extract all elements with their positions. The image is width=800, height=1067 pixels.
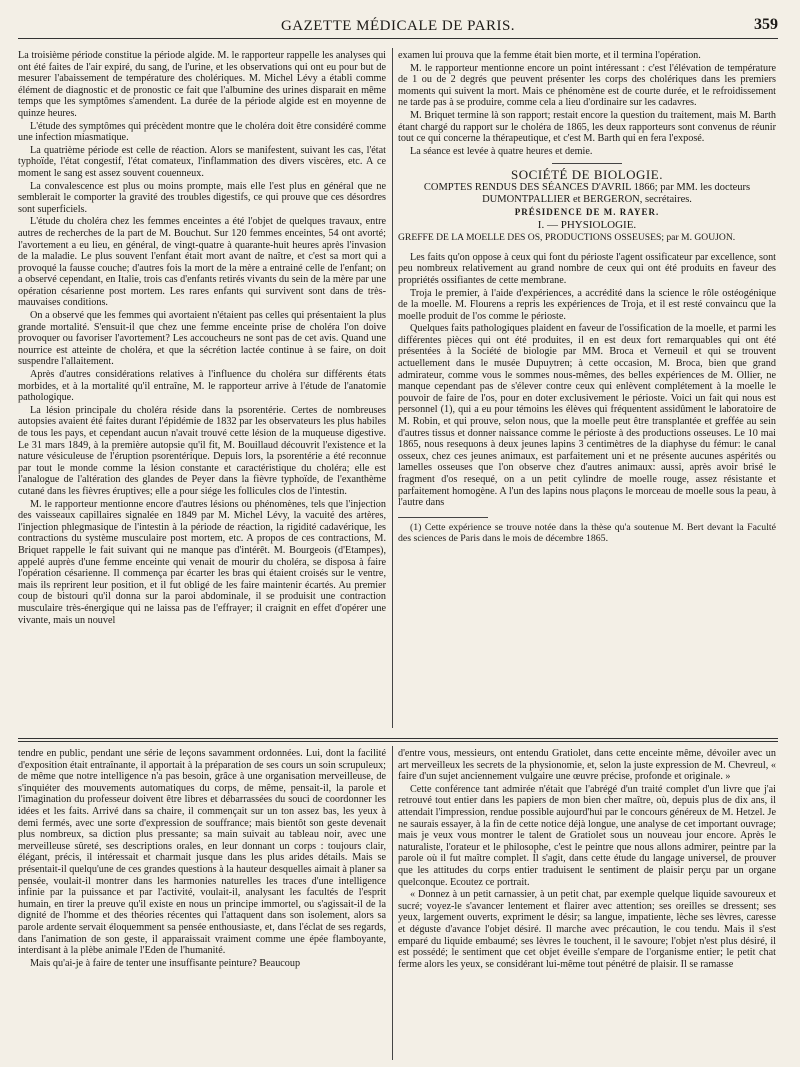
footnote-rule: [398, 517, 488, 518]
paragraph: « Donnez à un petit carnassier, à un petit chat, par exemple quelque liquide savoureux et sucré; voyez-le s'avancer lentement et flairer avec attention; ses oreilles se dressent; ses yeux, largement ouverts, expriment le désir; sa langue, impatiente, lèche ses lèvres, caresse et déguste d'avance l'objet désiré. Il marche avec précaution, le cou tendu. Mais il s'est emparé du liquide embaumé; ses lèvres le touchent, il le savoure; l'objet n'est plus désiré, il est possédé; le sentiment que cet objet éveille s'empare de l'organisme entier; le petit chat ferme alors les yeux, se considérant lui-même tout pénétré de plaisir. Il se ramasse: [398, 889, 776, 970]
societe-title: SOCIÉTÉ DE BIOLOGIE.: [511, 167, 663, 183]
paragraph: Cette conférence tant admirée n'était que l'abrégé d'un traité complet d'un livre que j'ai retrouvé tout entier dans les papiers de mon bien cher maître, où, depuis plus de dix ans, il attendait l'impression, rendue possible aujourd'hui par le concours généreux de M. Hetzel. Je ne saurais essayer, à la fin de cette notice déjà longue, une analyse de cet important ouvrage; mais je veux vous montrer le talent de Gratiolet sous un nouveau jour encore. Après le naturaliste, l'orateur et le philosophe, c'est le peintre que nous allons admirer, peintre par la parole où il fut maître complet. Il s'agit, dans cette étude du langage universel, de prouver que les attitudes du corps entier traduisent le sentiment de plaisir perçu par un organe quelconque. Ecoutez ce portrait.: [398, 783, 776, 888]
paragraph: L'étude des symptômes qui précèdent montre que le choléra doit être considéré comme une infection miasmatique.: [18, 120, 386, 144]
paragraph: Troja le premier, à l'aide d'expériences, a accrédité dans la science le rôle ostéogénique de la moelle. M. Flourens a repris les expériences de Troja, et il est resté convaincu que la moelle produit de l'os comme le périoste.: [398, 287, 776, 322]
feuilleton-rule: [18, 738, 778, 739]
page-number: 359: [754, 16, 778, 33]
feuilleton-left-column: [18, 748, 386, 1060]
article-title: GREFFE DE LA MOELLE DES OS, PRODUCTIONS OSSEUSES; par M. GOUJON.: [398, 232, 736, 244]
paragraph: La quatrième période est celle de réaction. Alors se manifestent, suivant les cas, l'état typhoïde, l'état congestif, l'état comateux, l'inflammation des divers viscères, etc. A ce moment le sang est assez souvent couenneux.: [18, 144, 386, 179]
paragraph: On a observé que les femmes qui avortaient n'étaient pas celles qui présentaient la plus grande mortalité. S'ensuit-il que chez une femme enceinte prise de choléra l'on doive provoquer ou favoriser l'avortement? Les accoucheurs ne sont pas de cet avis. Quand une nourrice est atteinte de choléra, et que la sécrétion lactée continue à se faire, on doit suspendre l'allaitement.: [18, 310, 386, 368]
presidence-line: PRÉSIDENCE DE M. RAYER.: [514, 206, 660, 217]
page-header: [18, 14, 778, 36]
header-rule: [18, 38, 778, 39]
left-column: [18, 50, 386, 726]
paragraph: La lésion principale du choléra réside dans la psorentérie. Certes de nombreuses autopsies avaient été faites durant l'épidémie de 1832 par les observateurs les plus habiles de tous les pays, et cependant aucun n'avait trouvé cette lésion de la muqueuse digestive. Le 31 mars 1849, à la première autopsie qu'il fit, M. Bouillaud découvrit l'existence et la nature vésiculeuse de l'éruption psorentérique. Depuis lors, la psorentérie a été reconnue par tout le monde comme la lésion constante et caractéristique du choléra; elle est l'analogue de l'altération des glandes de Peyer dans la fièvre typhoïde, de l'exanthème cutané dans les fièvres éruptives; elle a pour siége les follicules clos de l'intestin.: [18, 404, 386, 497]
paragraph: Les faits qu'on oppose à ceux qui font du périoste l'agent ossificateur par excellence, sont peu nombreux relativement au grand nombre de ceux qui ont été produits en faveur des propriétés ossifiantes de cette membrane.: [398, 251, 776, 286]
feuilleton-column-divider: [392, 746, 393, 1060]
paragraph: M. le rapporteur mentionne encore d'autres lésions ou phénomènes, tels que l'injection des vaisseaux capillaires signalée en 1849 par M. Michel Lévy, la vacuité des artères, l'injection phlegmasique de l'intestin à la période de réaction, la rigidité cadavérique, les contractions du système musculaire post mortem, etc. A propos de ces contractions, M. Briquet rappelle le fait suivant qui ne manque pas d'intérêt. M. Bourgeois (d'Etampes), appelé auprès d'une femme enceinte qui venait de mourir du choléra, se disposa à faire l'opération césarienne. Il commença par écarter les bras qui étaient croisés sur le ventre, mais ils reprirent leur position, et il fut obligé de les faire maintenir écartés. Au premier coup de bistouri qu'il donna sur la paroi abdominale, il se produisit une contraction musculaire très-énergique qui ne laissa pas de l'effrayer; il craignit en effet d'opérer une vivante, mais un nouvel: [18, 498, 386, 626]
journal-title: GAZETTE MÉDICALE DE PARIS.: [280, 18, 516, 34]
paragraph: La séance est levée à quatre heures et demie.: [410, 145, 593, 157]
paragraph: M. le rapporteur mentionne encore un point intéressant : c'est l'élévation de température de 1 ou de 2 degrés que peuvent présenter les corps des cholériques dans les premiers moments qui suivent la mort. Mais ce phénomène est de courte durée, et le refroidissement ne tarde pas à se produire, comme cela a lieu d'ordinaire sur les cadavres.: [398, 62, 776, 109]
paragraph: M. Briquet termine là son rapport; restait encore la question du traitement, mais M. Barth étant chargé du rapport sur le choléra de 1865, les deux rapporteurs sont convenus de réunir tout ce qui concerne la thérapeutique, et c'est M. Barth qui en fera l'exposé.: [398, 109, 776, 145]
paragraph: Après d'autres considérations relatives à l'influence du choléra sur différents états morbides, et à la mortalité qu'il entraîne, M. le rapporteur arrive à l'étude de l'anatomie pathologique.: [18, 369, 386, 404]
section-divider: [552, 163, 622, 164]
paragraph: tendre en public, pendant une série de leçons savamment ordonnées. Lui, dont la facilité d'exposition était entraînante, il apportait à la préparation de ses cours un soin scrupuleux; de même que notre intelligence n'a pas besoin, grâce à une organisation merveilleuse, de s'inquiéter des mouvements automatiques du corps, de même, pensait-il, la parole et l'imagination du professeur doivent être libres et débarrassées du souci de coordonner les idées et les faits. Arrivé dans sa chaire, il commençait sur un ton assez bas, les yeux à demi fermés, avec une sorte d'expression de souffrance; mais bientôt son geste devenait plus nombreux, sa diction plus pressante; sa main suivait au tableau noir, avec une merveilleuse sûreté, ses descriptions orales, en leur donnant un corps : toujours clair, élégant, précis, il intéressait et charmait jusque dans les plus arides détails. Mais se présentait-il quelqu'une de ces grandes questions à la hauteur desquelles aimait à planer sa pensée, voulait-il montrer dans les harmonies naturelles les traces d'une intelligence infinie par la puissance et par l'activité, voulait-il, analysant les facultés de l'esprit humain, en tirer la preuve qu'il existe en nous un principe immortel, ou s'agissait-il de la dignité de l'homme et des théories récentes qui l'attaquent dans son isolement, alors sa parole ardente servait éloquemment sa pensée enthousiaste, et, dans l'éclat de ses regards, dans l'animation de son geste, il apparaissait vraiment comme une épée flamboyante, interdisant à la plèbe animale l'Eden de l'humanité.: [18, 748, 386, 957]
section-heading: I. — PHYSIOLOGIE.: [537, 218, 637, 231]
paragraph: La convalescence est plus ou moins prompte, mais elle l'est plus en général que ne semblerait le comporter la gravité des troubles digestifs, ce qui prouve que ces désordres sont superficiels.: [18, 180, 386, 215]
footnote: (1) Cette expérience se trouve notée dans la thèse qu'a soutenue M. Bert devant la Faculté des sciences de Paris dans le mois de décembre 1865.: [398, 521, 776, 545]
paragraph: d'entre vous, messieurs, ont entendu Gratiolet, dans cette enceinte même, dévoiler avec un art merveilleux les secrets de la physionomie, et, selon la juste expression de M. Chevreul, « faire d'un sujet anciennement vulgaire une œuvre précise, profonde et originale. »: [398, 748, 776, 783]
paragraph: Mais qu'ai-je à faire de tenter une insuffisante peinture? Beaucoup: [30, 957, 301, 969]
column-divider: [392, 48, 393, 728]
right-column: [398, 50, 776, 726]
paragraph: Quelques faits pathologiques plaident en faveur de l'ossification de la moelle, et parmi les différentes pièces qui ont été produites, il en est deux fort remarquables qui ont été présentées à la Société de biologie par MM. Broca et Verneuil et qui se trouvent actuellement dans le musée Dupuytren; à cette occasion, M. Broca, bien que grand admirateur, comme vous le sommes nous-mêmes, des belles expériences de M. Ollier, ne manque cependant pas de s'élever contre ceux qui enlèvent complétement à la moelle le pouvoir de faire de l'os, pour en doter exclusivement le périoste. Voici un fait qui nous est personnel (1), qui a eu pour témoins les élèves qui fréquentent assidûment le laboratoire de M. Robin, et qui prouve, selon nous, que la moelle peut être transplantée et greffée au sein d'autres tissus et donner naissance comme le périoste à des productions osseuses. Le 10 mai 1865, nous resequons à deux jeunes lapins 3 centimètres de la diaphyse du fémur: le canal osseux, chez ces jeunes animaux, est parfaitement uni et ne présente aucunes aspérités ou lamelles osseuses que l'on observe chez d'autres animaux: aussi, après avoir brisé le fragment d'os resequé, on a un petit cylindre de moelle rouge, assez résistante et parfaitement homogène. A l'un des lapins nous plaçons le morceau de moelle sous la peau, à l'autre dans: [398, 323, 776, 509]
feuilleton-right-column: [398, 748, 776, 1060]
societe-subtitle: COMPTES RENDUS DES SÉANCES D'AVRIL 1866; par MM. les docteurs DUMONTPALLIER et BERGERON, secrétaires.: [423, 181, 751, 205]
paragraph: La troisième période constitue la période algide. M. le rapporteur rappelle les analyses qui ont été faites de l'air expiré, du sang, de l'urine, et les observations qui ont eu pour but de mesurer l'abaissement de température des cholériques. M. Michel Lévy a établi comme élément de diagnostic et de pronostic ce fait que l'albumine des urines disparait en même temps que les symptômes s'amendent. La durée de la période algide est en moyenne de quinze heures.: [18, 50, 386, 119]
paragraph: examen lui prouva que la femme était bien morte, et il termina l'opération.: [398, 50, 701, 61]
feuilleton-rule-2: [18, 741, 778, 742]
paragraph: L'étude du choléra chez les femmes enceintes a été l'objet de quelques travaux, entre autres de recherches de la part de M. Bouchut. Sur 120 femmes enceintes, 54 ont avorté; l'avortement a eu lieu, en général, de vingt-quatre à quarante-huit heures après l'invasion de la maladie. Le plus souvent l'enfant était mort avant de naître, et c'est sa mort qui a provoqué la fausse couche; d'autres fois la mort de la mère a entrainé celle de l'enfant; on a observé cependant, en Italie, trois cas d'enfants retirés vivants du sein de la mère par une opération césarienne post mortem. Les rares enfants qui survivent sont dans de très-mauvaises conditions.: [18, 216, 386, 309]
